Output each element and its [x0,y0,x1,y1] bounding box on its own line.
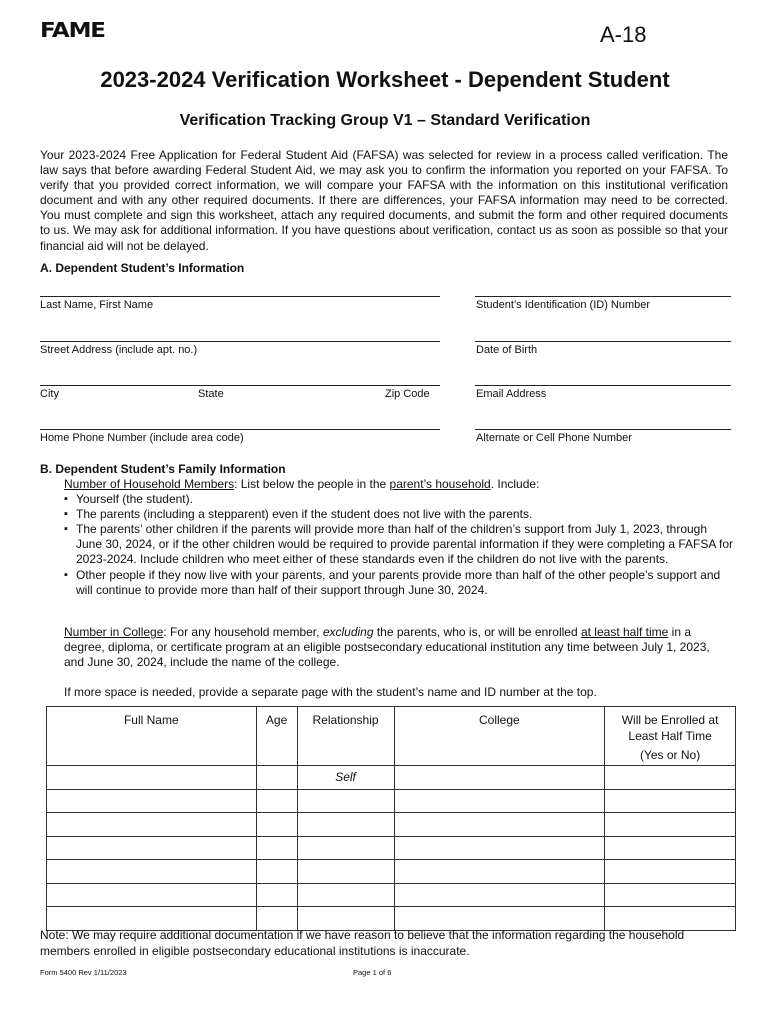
cell-input[interactable] [394,813,605,837]
college-excluding: excluding [322,625,374,639]
col-relationship: Relationship [297,707,394,766]
cell-input[interactable] [394,789,605,813]
cell-input[interactable] [394,907,605,931]
page-subtitle: Verification Tracking Group V1 – Standard Verification [179,112,591,129]
household-bullet-list [64,492,734,598]
cell-input[interactable] [297,860,394,884]
household-text-post: . Include: [490,477,540,491]
table-row [47,860,736,884]
cell-input[interactable] [394,836,605,860]
parents-household-text: parent’s household [389,477,491,491]
cell-input[interactable] [256,836,297,860]
cell-input[interactable] [297,813,394,837]
relationship-self-cell [297,766,394,790]
alt-phone-field[interactable] [475,429,731,430]
section-a-heading: A. Dependent Student’s Information [40,261,245,275]
list-item: ▪ Yourself (the student). [64,492,734,507]
cell-input[interactable] [605,836,736,860]
table-row [47,836,736,860]
cell-input[interactable] [256,766,297,790]
cell-input[interactable] [605,789,736,813]
cell-input[interactable] [256,789,297,813]
table-row [47,789,736,813]
col-enrolled [605,707,736,766]
table-row [47,766,736,790]
cell-input[interactable] [605,766,736,790]
college-half-time: at least half time [580,625,669,639]
table-row [47,813,736,837]
page-title: 2023-2024 Verification Worksheet - Dependent Student [100,67,670,92]
section-b-heading: B. Dependent Student’s Family Information [40,462,286,476]
page-number: Page 1 of 6 [353,968,392,977]
cell-input[interactable] [256,813,297,837]
household-instructions [64,477,734,598]
email-field[interactable] [475,385,731,386]
cell-input[interactable] [47,883,257,907]
household-table [46,706,736,931]
cell-input[interactable] [256,860,297,884]
home-phone-label: Home Phone Number (include area code) [40,432,244,444]
date-of-birth-field[interactable] [475,341,731,342]
cell-input[interactable] [297,789,394,813]
zip-code-label: Zip Code [385,388,430,400]
cell-input[interactable] [605,883,736,907]
student-id-label: Student’s Identification (ID) Number [476,299,651,311]
form-revision: Form 5400 Rev 1/11/2023 [40,968,127,977]
cell-input[interactable] [47,836,257,860]
fame-logo: FAME [40,18,105,42]
college-text-1: : For any household member, [163,625,323,639]
cell-input[interactable] [394,883,605,907]
home-phone-field[interactable] [40,429,440,430]
cell-input[interactable] [297,836,394,860]
list-item: ▪ The parents’ other children if the parents will provide more than half of the children’s support from July 1, 2023, through June 30, 2024, or if the other children would be required to provide parental information if they were completing a FAFSA for 2023-2024. Include children who meet either of these standards even if the children do not live with the parents. [64,522,734,567]
date-of-birth-label: Date of Birth [476,344,538,356]
household-text-pre: : List below the people in the [234,477,390,491]
col-age: Age [256,707,297,766]
cell-input[interactable] [256,907,297,931]
last-first-name-field[interactable] [40,296,440,297]
state-label: State [198,388,224,400]
table-header-row [47,707,736,766]
alt-phone-label: Alternate or Cell Phone Number [476,432,632,444]
college-text-3: in a degree, diploma, or certificate program at an eligible postsecondary educational institution any time between July 1, 2023, and June 30, 2024, include the name of the college. [64,625,710,670]
email-label: Email Address [476,388,547,400]
last-first-name-label: Last Name, First Name [40,299,154,311]
note-paragraph: Note: We may require additional documentation if we have reason to believe that the information regarding the household members enrolled in eligible postsecondary educational institutions is inaccurate. [40,928,685,958]
number-in-college-paragraph [64,625,728,670]
cell-input[interactable] [605,907,736,931]
cell-input[interactable] [47,860,257,884]
cell-input[interactable] [605,813,736,837]
list-item: ▪ The parents (including a stepparent) even if the student does not live with the parents. [64,507,734,522]
col-enrolled-line1: Will be Enrolled at [621,713,719,727]
col-full-name: Full Name [47,707,257,766]
household-intro [64,477,734,492]
cell-input[interactable] [47,813,257,837]
cell-input[interactable] [47,789,257,813]
table-row [47,883,736,907]
col-enrolled-line2: Least Half Time [628,729,712,743]
more-space-instruction: If more space is needed, provide a separate page with the student’s name and ID number at the top. [64,685,597,699]
cell-input[interactable] [297,883,394,907]
cell-input[interactable] [297,907,394,931]
household-members-label: Number of Household Members [64,477,235,491]
intro-paragraph: Your 2023-2024 Free Application for Federal Student Aid (FAFSA) was selected for review in a process called verification. The law says that before awarding Federal Student Aid, we may ask you to confirm the information you reported on your FAFSA. To verify that you provided correct information, we will compare your FAFSA with the information on this institutional verification document and with any other required documents. If there are differences, your FAFSA information may need to be corrected. You must complete and sign this worksheet, attach any required documents, and submit the form and other required documents to us. We may ask for additional information. If you have questions about verification, contact us as soon as possible so that your financial aid will not be delayed. [40,148,728,253]
table-row [47,907,736,931]
cell-input[interactable] [394,860,605,884]
list-item: ▪ Other people if they now live with your parents, and your parents provide more than half of the other people’s support and will continue to provide more than half of their support through June 30, 2024. [64,568,734,598]
street-address-label: Street Address (include apt. no.) [40,344,198,356]
city-state-zip-field[interactable] [40,385,440,386]
college-text-2: the parents, who is, or will be enrolled [373,625,581,639]
city-label: City [40,388,59,400]
cell-input[interactable] [605,860,736,884]
number-in-college-label: Number in College [64,625,164,639]
student-id-field[interactable] [475,296,731,297]
street-address-field[interactable] [40,341,440,342]
cell-input[interactable] [47,766,257,790]
col-enrolled-line3: (Yes or No) [639,748,701,762]
cell-input[interactable] [47,907,257,931]
col-college: College [394,707,605,766]
cell-input[interactable] [256,883,297,907]
cell-input[interactable] [394,766,605,790]
self-label: Self [335,770,356,785]
form-id: A-18 [600,22,647,47]
